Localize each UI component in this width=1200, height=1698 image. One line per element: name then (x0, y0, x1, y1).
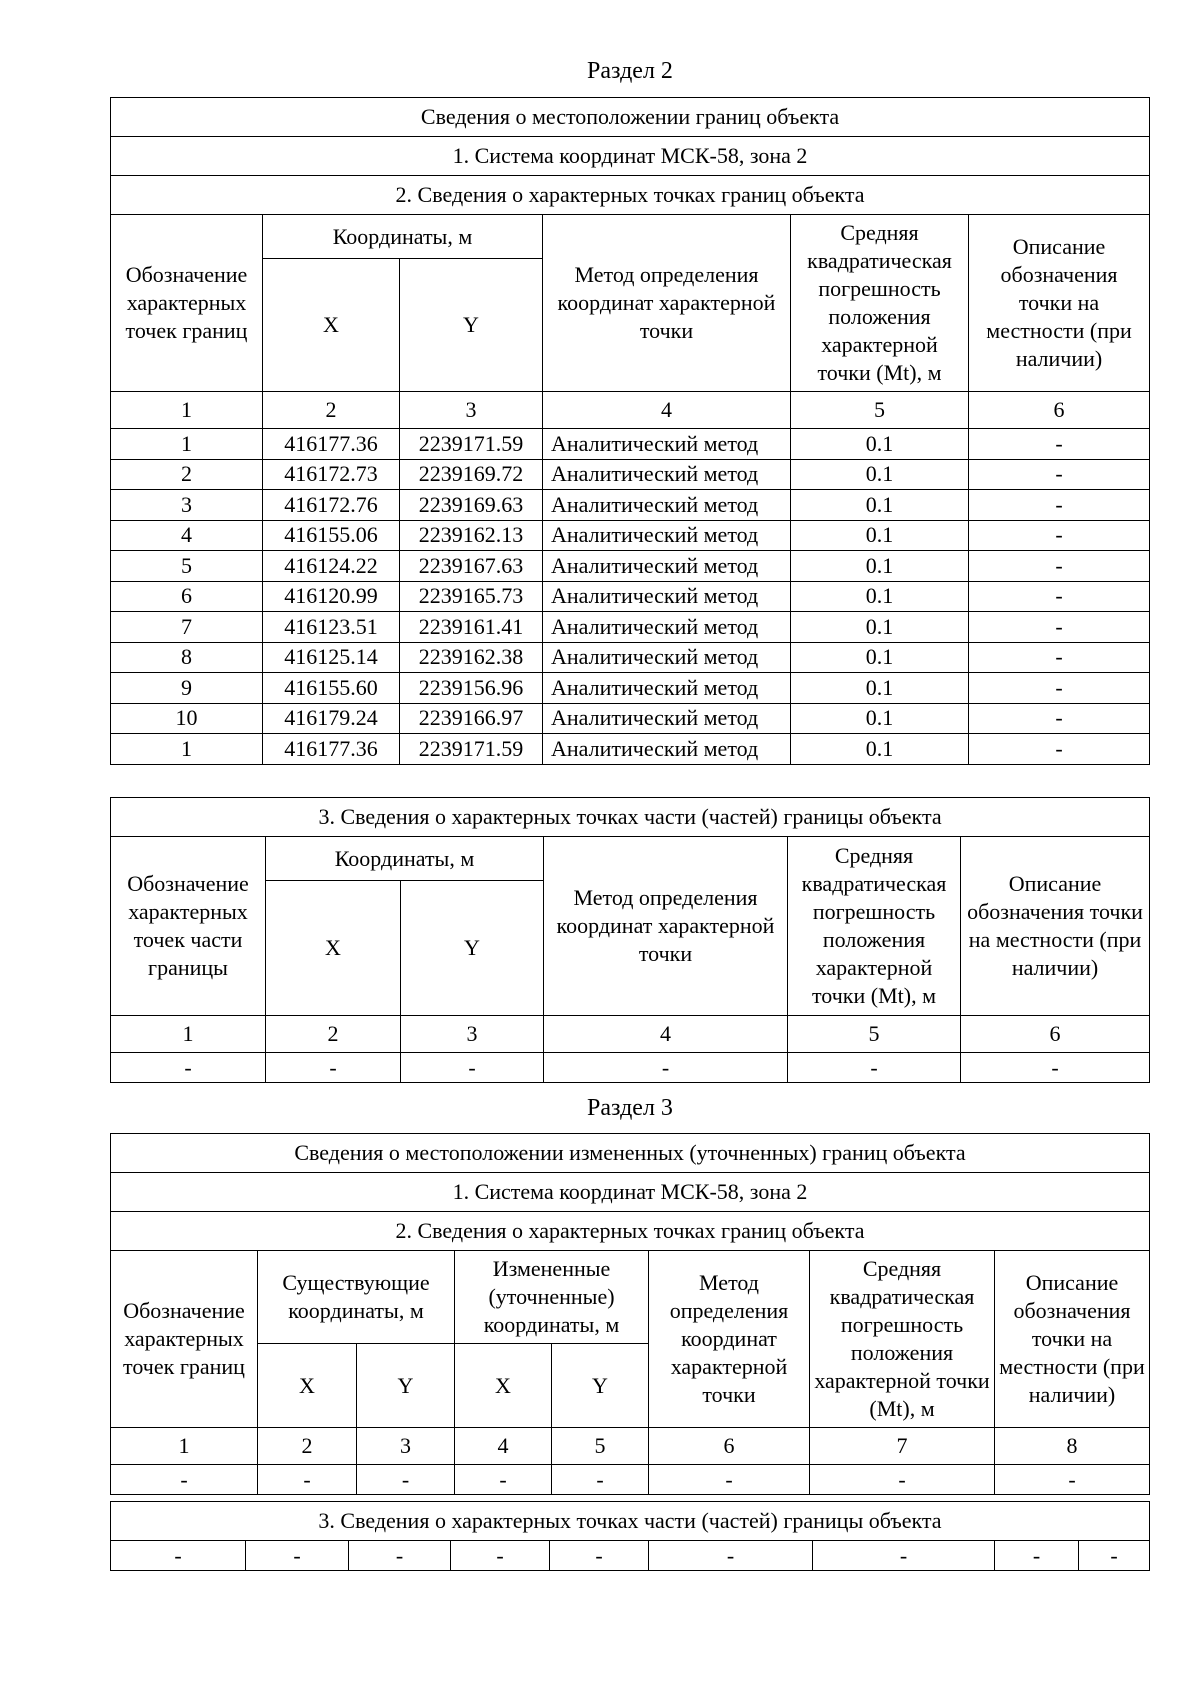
table-cell: - (969, 490, 1150, 521)
table-cell: - (969, 703, 1150, 734)
table-cell: - (969, 734, 1150, 765)
table-cell: - (969, 551, 1150, 582)
part-col-header-description: Описание обозначения точки на местности (при наличии) (961, 837, 1150, 1016)
table-cell: 2239162.13 (400, 520, 543, 551)
table-cell: - (111, 1465, 258, 1495)
table-row (111, 551, 1150, 582)
column-number-cell: 4 (455, 1428, 552, 1465)
part-col-header-coords: Координаты, м (266, 837, 544, 881)
table-cell: Аналитический метод (543, 520, 791, 551)
part-col-header-x: X (266, 881, 401, 1016)
table-cell: - (813, 1541, 995, 1571)
part-col-header-y: Y (401, 881, 544, 1016)
table-cell: 0.1 (791, 520, 969, 551)
table-cell: 0.1 (791, 429, 969, 460)
column-number-cell: 5 (552, 1428, 649, 1465)
table-cell: 5 (111, 551, 263, 582)
section-3-header: Сведения о местоположении измененных (уточненных) границ объекта (111, 1134, 1150, 1173)
table-cell: Аналитический метод (543, 429, 791, 460)
table-cell: 4 (111, 520, 263, 551)
column-number-cell: 5 (791, 392, 969, 429)
column-number-cell: 2 (266, 1016, 401, 1053)
table-cell: 416155.06 (263, 520, 400, 551)
table-cell: 10 (111, 703, 263, 734)
table-cell: 416177.36 (263, 734, 400, 765)
table-cell: 8 (111, 642, 263, 673)
s3-col-header-x2: X (455, 1344, 552, 1428)
table-row (111, 1541, 1150, 1571)
table-cell: 1 (111, 734, 263, 765)
table-cell: - (401, 1053, 544, 1083)
part-column-numbers-row (111, 1016, 1150, 1053)
table-cell: 2 (111, 459, 263, 490)
part-col-header-method: Метод определения координат характерной точки (544, 837, 788, 1016)
table-cell: - (969, 642, 1150, 673)
table-cell: 0.1 (791, 581, 969, 612)
table-cell: - (969, 673, 1150, 704)
s3-col-header-description: Описание обозначения точки на местности (при наличии) (995, 1251, 1150, 1428)
table-cell: - (246, 1541, 349, 1571)
table-cell: Аналитический метод (543, 703, 791, 734)
section-2-part-title: 3. Сведения о характерных точках части (частей) границы объекта (111, 798, 1150, 837)
col-header-method: Метод определения координат характерной точки (543, 215, 791, 392)
table-cell: 1 (111, 429, 263, 460)
column-number-cell: 4 (543, 392, 791, 429)
table-cell: 0.1 (791, 459, 969, 490)
table-cell: 0.1 (791, 642, 969, 673)
column-number-cell: 1 (111, 1016, 266, 1053)
table-cell: - (969, 459, 1150, 490)
s3-col-header-designation: Обозначение характерных точек границ (111, 1251, 258, 1428)
col-header-y: Y (400, 259, 543, 392)
section-3-part-title: 3. Сведения о характерных точках части (частей) границы объекта (111, 1502, 1150, 1541)
column-number-cell: 2 (263, 392, 400, 429)
table-cell: 2239161.41 (400, 612, 543, 643)
table-cell: 2239171.59 (400, 734, 543, 765)
table-row (111, 703, 1150, 734)
s3-col-header-existing: Существующие координаты, м (258, 1251, 455, 1344)
col-header-designation: Обозначение характерных точек границ (111, 215, 263, 392)
table-cell: 416172.73 (263, 459, 400, 490)
table-cell: - (649, 1465, 810, 1495)
column-number-cell: 8 (995, 1428, 1150, 1465)
table-row (111, 1465, 1150, 1495)
table-cell: Аналитический метод (543, 642, 791, 673)
table-row (111, 1053, 1150, 1083)
section-3-coord-system: 1. Система координат МСК-58, зона 2 (111, 1173, 1150, 1212)
table-row (111, 612, 1150, 643)
table-row (111, 490, 1150, 521)
table-row (111, 429, 1150, 460)
table-cell: - (451, 1541, 550, 1571)
table-cell: Аналитический метод (543, 673, 791, 704)
table-cell: - (357, 1465, 455, 1495)
section-2-coord-system: 1. Система координат МСК-58, зона 2 (111, 137, 1150, 176)
table-cell: 0.1 (791, 734, 969, 765)
section-2-header: Сведения о местоположении границ объекта (111, 98, 1150, 137)
table-cell: - (788, 1053, 961, 1083)
table-cell: - (550, 1541, 649, 1571)
table-cell: - (995, 1541, 1079, 1571)
column-number-cell: 6 (649, 1428, 810, 1465)
section-2-table (110, 97, 1150, 765)
table-cell: 2239169.72 (400, 459, 543, 490)
col-header-description: Описание обозначения точки на местности (при наличии) (969, 215, 1150, 392)
table-cell: - (544, 1053, 788, 1083)
table-cell: 7 (111, 612, 263, 643)
table-cell: - (111, 1541, 246, 1571)
s3-column-numbers-row (111, 1428, 1150, 1465)
column-numbers-row (111, 392, 1150, 429)
table-cell: 2239167.63 (400, 551, 543, 582)
table-cell: - (969, 429, 1150, 460)
section-3-table (110, 1133, 1150, 1495)
section-2-title: Раздел 2 (587, 58, 673, 84)
section-2-points-title: 2. Сведения о характерных точках границ объекта (111, 176, 1150, 215)
s3-col-header-error: Средняя квадратическая погрешность положения характерной точки (Mt), м (810, 1251, 995, 1428)
table-cell: - (969, 581, 1150, 612)
s3-col-header-y2: Y (552, 1344, 649, 1428)
column-number-cell: 6 (961, 1016, 1150, 1053)
table-cell: - (455, 1465, 552, 1495)
table-cell: 416172.76 (263, 490, 400, 521)
table-cell: - (649, 1541, 813, 1571)
part-col-header-designation: Обозначение характерных точек части границы (111, 837, 266, 1016)
table-cell: 416120.99 (263, 581, 400, 612)
table-cell: - (1079, 1541, 1150, 1571)
table-cell: - (258, 1465, 357, 1495)
table-cell: 6 (111, 581, 263, 612)
table-cell: - (266, 1053, 401, 1083)
s3-col-header-y1: Y (357, 1344, 455, 1428)
table-cell: 416123.51 (263, 612, 400, 643)
table-row (111, 581, 1150, 612)
table-cell: 0.1 (791, 490, 969, 521)
table-cell: 416155.60 (263, 673, 400, 704)
table-row (111, 459, 1150, 490)
table-cell: Аналитический метод (543, 734, 791, 765)
column-number-cell: 1 (111, 1428, 258, 1465)
column-number-cell: 3 (400, 392, 543, 429)
table-cell: 416124.22 (263, 551, 400, 582)
table-cell: Аналитический метод (543, 612, 791, 643)
table-cell: 0.1 (791, 612, 969, 643)
table-cell: 0.1 (791, 703, 969, 734)
column-number-cell: 6 (969, 392, 1150, 429)
table-cell: 416179.24 (263, 703, 400, 734)
table-row (111, 673, 1150, 704)
col-header-x: X (263, 259, 400, 392)
table-cell: - (349, 1541, 451, 1571)
table-cell: 2239156.96 (400, 673, 543, 704)
s3-col-header-x1: X (258, 1344, 357, 1428)
table-cell: 2239162.38 (400, 642, 543, 673)
column-number-cell: 4 (544, 1016, 788, 1053)
table-cell: - (969, 520, 1150, 551)
table-row (111, 734, 1150, 765)
table-cell: 2239166.97 (400, 703, 543, 734)
table-cell: Аналитический метод (543, 490, 791, 521)
table-cell: Аналитический метод (543, 581, 791, 612)
table-cell: 0.1 (791, 673, 969, 704)
table-cell: 0.1 (791, 551, 969, 582)
column-number-cell: 3 (401, 1016, 544, 1053)
s3-col-header-changed: Измененные (уточненные) координаты, м (455, 1251, 649, 1344)
column-number-cell: 5 (788, 1016, 961, 1053)
table-cell: Аналитический метод (543, 551, 791, 582)
table-cell: 416125.14 (263, 642, 400, 673)
table-cell: 2239169.63 (400, 490, 543, 521)
table-cell: 2239171.59 (400, 429, 543, 460)
column-number-cell: 3 (357, 1428, 455, 1465)
section-3-title: Раздел 3 (587, 1095, 673, 1121)
table-cell: - (969, 612, 1150, 643)
section-3-points-title: 2. Сведения о характерных точках границ объекта (111, 1212, 1150, 1251)
table-cell: 3 (111, 490, 263, 521)
section-3-part-table (110, 1501, 1150, 1571)
table-cell: Аналитический метод (543, 459, 791, 490)
column-number-cell: 1 (111, 392, 263, 429)
col-header-coords: Координаты, м (263, 215, 543, 259)
col-header-error: Средняя квадратическая погрешность положения характерной точки (Mt), м (791, 215, 969, 392)
table-cell: - (810, 1465, 995, 1495)
section-2-part-table (110, 797, 1150, 1083)
part-col-header-error: Средняя квадратическая погрешность положения характерной точки (Mt), м (788, 837, 961, 1016)
table-cell: - (111, 1053, 266, 1083)
table-cell: - (995, 1465, 1150, 1495)
table-cell: 2239165.73 (400, 581, 543, 612)
s3-col-header-method: Метод определения координат характерной точки (649, 1251, 810, 1428)
table-row (111, 520, 1150, 551)
column-number-cell: 7 (810, 1428, 995, 1465)
table-cell: 416177.36 (263, 429, 400, 460)
table-cell: - (961, 1053, 1150, 1083)
table-cell: 9 (111, 673, 263, 704)
column-number-cell: 2 (258, 1428, 357, 1465)
table-cell: - (552, 1465, 649, 1495)
table-row (111, 642, 1150, 673)
